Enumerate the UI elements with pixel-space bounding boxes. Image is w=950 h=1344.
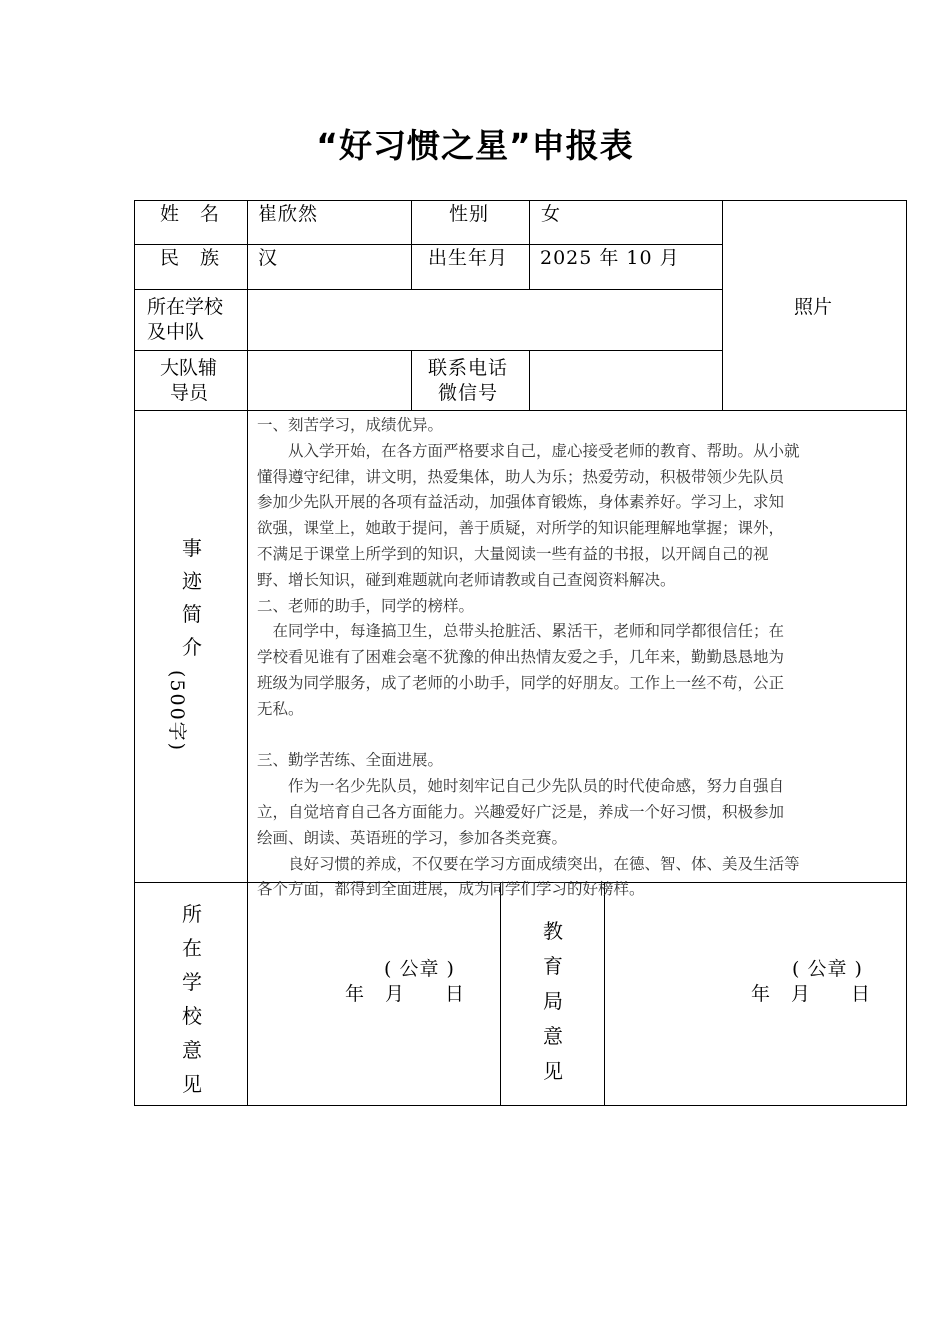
deeds-label [170,532,214,664]
bureau-opinion-char: 局 [543,989,563,1013]
ethnicity-label: 民 族 [160,247,221,269]
gender-value: 女 [541,203,561,225]
bureau-opinion-char: 见 [543,1059,563,1083]
name-value: 崔欣然 [258,203,319,225]
table-border-right [906,200,907,1106]
deeds-line: 良好习惯的养成，不仅要在学习方面成绩突出，在德、智、体、美及生活等 [257,854,800,873]
column-divider [500,882,501,1106]
deeds-line: 在同学中，每逢搞卫生，总带头抢脏活、累活干，老师和同学都很信任；在 [257,622,785,641]
gender-label: 性别 [449,203,490,225]
deeds-label-char: 迹 [182,569,202,593]
school-opinion-char: 意 [182,1038,202,1062]
school-opinion-char: 所 [182,902,202,926]
column-divider [604,882,605,1106]
deeds-label-char: 简 [182,602,202,626]
school-opinion-char: 校 [182,1004,202,1028]
counselor-label-line1: 大队辅 [160,357,218,379]
photo-label: 照片 [794,296,833,318]
column-divider [411,200,412,290]
bureau-opinion-char: 教 [543,919,563,943]
school-opinion-char: 见 [182,1072,202,1096]
table-border-left [134,200,135,1106]
school-label-line2: 及中队 [147,321,205,343]
deeds-line: 二、老师的助手，同学的榜样。 [257,596,475,615]
ethnicity-value: 汉 [258,247,278,269]
birth-value: 2025 年 10 月 [540,247,680,269]
deeds-line: 作为一名少先队员，她时刻牢记自己少先队员的时代使命感，努力自强自 [257,777,785,796]
school-label-line1: 所在学校 [147,296,224,318]
deeds-line: 三、勤学苦练、全面进展。 [257,751,444,770]
column-divider [411,350,412,411]
deeds-line: 参加少先队开展的各项有益活动，加强体育锻炼，身体素养好。学习上，求知 [257,493,785,512]
row-divider [134,244,723,245]
counselor-label-line2: 导员 [170,382,209,404]
column-divider [529,350,530,411]
bureau-opinion-char: 意 [543,1024,563,1048]
deeds-line: 不满足于课堂上所学到的知识，大量阅读一些有益的书报，以开阔自己的视 [257,544,769,563]
deeds-line: 无私。 [257,699,304,718]
deeds-line: 野、增长知识，碰到难题就向老师请教或自己查阅资料解决。 [257,570,676,589]
column-divider [247,200,248,1106]
name-label: 姓 名 [160,203,221,225]
bureau-opinion-label [531,915,575,1090]
bureau-opinion-char: 育 [543,954,563,978]
deeds-line: 各个方面，都得到全面进展，成为同学们学习的好榜样。 [257,880,645,899]
column-divider [529,200,530,290]
deeds-line: 一、刻苦学习，成绩优异。 [257,416,444,434]
table-border-bottom [134,1105,907,1106]
deeds-line [257,723,847,749]
table-border-top [134,200,907,201]
bureau-date-text: 年 月 日 [751,983,872,1005]
deeds-line: 欲强，课堂上，她敢于提问，善于质疑，对所学的知识能理解地掌握；课外， [257,519,785,538]
photo-column-divider [722,200,723,411]
deeds-line: 班级为同学服务，成了老师的小助手，同学的好朋友。工作上一丝不苟，公正 [257,673,785,692]
deeds-label-char: 介 [182,635,202,659]
form-title: “好习惯之星”申报表 [316,126,634,165]
row-divider [134,410,907,411]
deeds-content [257,413,847,903]
deeds-line: 学校看见谁有了困难会毫不犹豫的伸出热情友爱之手，几年来，勤勤恳恳地为 [257,648,785,667]
school-seal-text: ( 公章 ) [384,958,455,980]
school-opinion-char: 在 [182,936,202,960]
birth-label: 出生年月 [428,247,509,269]
deeds-line: 懂得遵守纪律，讲文明，热爱集体，助人为乐；热爱劳动，积极带领少先队员 [257,467,785,486]
school-date-text: 年 月 日 [345,983,466,1005]
deeds-label-char: 事 [182,536,202,560]
row-divider [134,289,723,290]
contact-label-line2: 微信号 [438,382,499,404]
bureau-seal-text: ( 公章 ) [792,958,863,980]
contact-label-line1: 联系电话 [428,357,509,379]
school-opinion-label [170,898,214,1102]
row-divider [134,350,723,351]
deeds-line: 立，自觉培育自己各方面能力。兴趣爱好广泛是，养成一个好习惯，积极参加 [257,802,785,821]
deeds-line: 绘画、朗读、英语班的学习，参加各类竞赛。 [257,828,568,847]
deeds-label-suffix: (500字) [166,670,188,753]
school-opinion-char: 学 [182,970,202,994]
deeds-line: 从入学开始，在各方面严格要求自己，虚心接受老师的教育、帮助。从小就 [257,441,800,460]
